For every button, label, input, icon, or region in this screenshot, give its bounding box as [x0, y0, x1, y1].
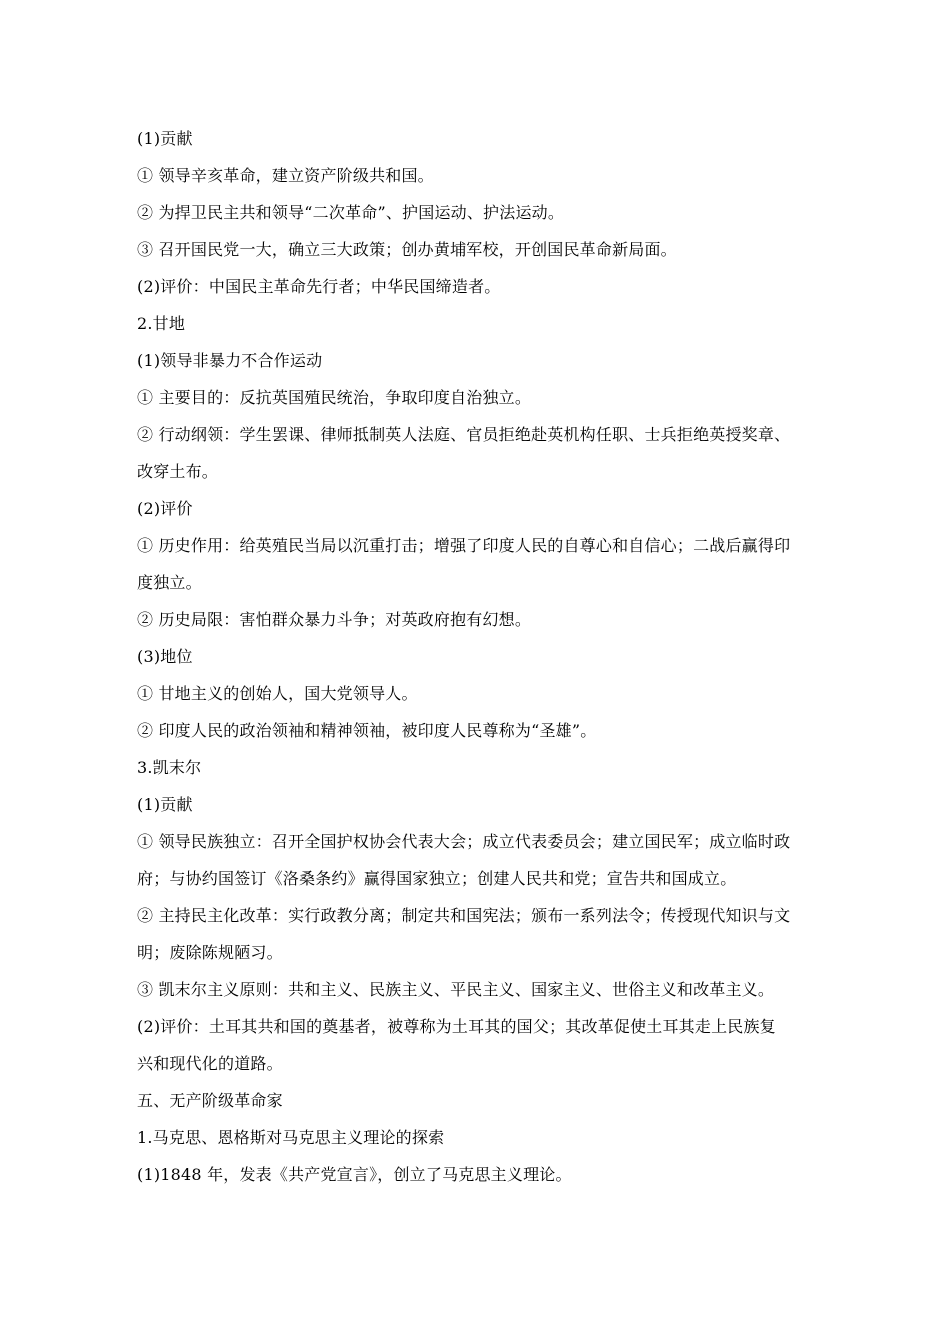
section-heading: 3.凯末尔	[137, 758, 202, 777]
section-heading: 1.马克思、恩格斯对马克思主义理论的探索	[137, 1128, 445, 1147]
text-line: ① 甘地主义的创始人，国大党领导人。	[137, 684, 418, 703]
text-line: (1)贡献	[137, 129, 193, 148]
text-line: ① 领导辛亥革命，建立资产阶级共和国。	[137, 166, 434, 185]
chapter-heading: 五、无产阶级革命家	[137, 1091, 283, 1110]
section-heading: 2.甘地	[137, 314, 186, 333]
text-line: ② 主持民主化改革：实行政教分离；制定共和国宪法；颁布一系列法令；传授现代知识与文	[137, 906, 791, 925]
text-line: ② 历史局限：害怕群众暴力斗争；对英政府抱有幻想。	[137, 610, 532, 629]
text-line: (1)贡献	[137, 795, 193, 814]
text-line: ② 行动纲领：学生罢课、律师抵制英人法庭、官员拒绝赴英机构任职、士兵拒绝英授奖章、	[137, 425, 791, 444]
text-line: 兴和现代化的道路。	[137, 1054, 283, 1073]
text-line: (1)1848 年，发表《共产党宣言》，创立了马克思主义理论。	[137, 1165, 572, 1184]
text-line: 府；与协约国签订《洛桑条约》赢得国家独立；创建人民共和党；宣告共和国成立。	[137, 869, 737, 888]
text-line: (3)地位	[137, 647, 193, 666]
text-line: (1)领导非暴力不合作运动	[137, 351, 323, 370]
text-line: 改穿土布。	[137, 462, 219, 481]
text-line: 度独立。	[137, 573, 202, 592]
text-line: (2)评价：土耳其共和国的奠基者，被尊称为土耳其的国父；其改革促使土耳其走上民族复	[137, 1017, 776, 1036]
text-line: ③ 召开国民党一大，确立三大政策；创办黄埔军校，开创国民革命新局面。	[137, 240, 677, 259]
text-line: 明；废除陈规陋习。	[137, 943, 283, 962]
document-body	[137, 120, 817, 1193]
text-line: ① 历史作用：给英殖民当局以沉重打击；增强了印度人民的自尊心和自信心；二战后赢得印	[137, 536, 791, 555]
text-line: ① 主要目的：反抗英国殖民统治，争取印度自治独立。	[137, 388, 532, 407]
text-line: (2)评价	[137, 499, 193, 518]
text-line: ③ 凯末尔主义原则：共和主义、民族主义、平民主义、国家主义、世俗主义和改革主义。	[137, 980, 775, 999]
text-line: ② 印度人民的政治领袖和精神领袖，被印度人民尊称为“圣雄”。	[137, 721, 597, 740]
text-line: (2)评价：中国民主革命先行者；中华民国缔造者。	[137, 277, 501, 296]
text-line: ① 领导民族独立：召开全国护权协会代表大会；成立代表委员会；建立国民军；成立临时政	[137, 832, 791, 851]
text-line: ② 为捍卫民主共和领导“二次革命”、护国运动、护法运动。	[137, 203, 565, 222]
